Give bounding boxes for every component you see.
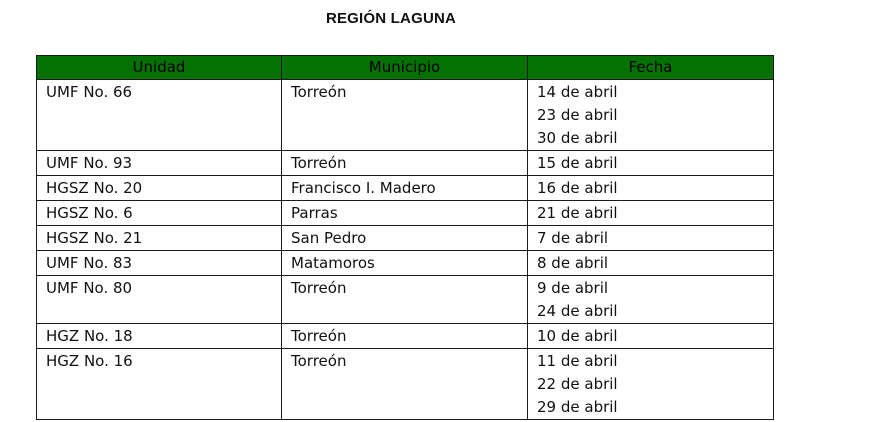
fecha-line: 7 de abril xyxy=(537,229,609,247)
column-header-fecha: Fecha xyxy=(528,56,774,80)
table-row xyxy=(37,80,774,151)
table-row xyxy=(37,201,774,226)
table-row xyxy=(37,176,774,201)
table-row xyxy=(37,251,774,276)
unidad-cell: HGZ No. 16 xyxy=(37,349,282,420)
fecha-line: 21 de abril xyxy=(537,204,618,222)
municipio-cell: Torreón xyxy=(282,276,528,324)
table-row xyxy=(37,276,774,324)
column-header-unidad: Unidad xyxy=(37,56,282,80)
municipio-cell: Parras xyxy=(282,201,528,226)
fecha-cell xyxy=(528,151,774,176)
fecha-cell xyxy=(528,276,774,324)
table-row xyxy=(37,324,774,349)
page-title: REGIÓN LAGUNA xyxy=(325,10,457,27)
fecha-line: 11 de abril xyxy=(537,352,618,370)
table-row xyxy=(37,151,774,176)
unidad-cell: UMF No. 66 xyxy=(37,80,282,151)
fecha-line: 10 de abril xyxy=(537,327,618,345)
fecha-line: 9 de abril xyxy=(537,279,609,297)
fecha-cell xyxy=(528,251,774,276)
fecha-line: 24 de abril xyxy=(537,302,618,320)
table-row xyxy=(37,349,774,420)
fecha-line: 15 de abril xyxy=(537,154,618,172)
fecha-line: 23 de abril xyxy=(537,106,618,124)
unidad-cell: HGSZ No. 20 xyxy=(37,176,282,201)
fecha-line: 30 de abril xyxy=(537,129,618,147)
fecha-line: 22 de abril xyxy=(537,375,618,393)
municipio-cell: Torreón xyxy=(282,349,528,420)
fecha-line: 29 de abril xyxy=(537,398,618,416)
unidad-cell: UMF No. 83 xyxy=(37,251,282,276)
header-row xyxy=(37,56,774,80)
unidad-cell: HGZ No. 18 xyxy=(37,324,282,349)
fecha-line: 16 de abril xyxy=(537,179,618,197)
fecha-cell xyxy=(528,176,774,201)
fecha-cell xyxy=(528,226,774,251)
unidad-cell: HGSZ No. 21 xyxy=(37,226,282,251)
fecha-cell xyxy=(528,201,774,226)
table-row xyxy=(37,226,774,251)
fecha-line: 14 de abril xyxy=(537,83,618,101)
unidad-cell: HGSZ No. 6 xyxy=(37,201,282,226)
unidad-cell: UMF No. 80 xyxy=(37,276,282,324)
fecha-cell xyxy=(528,349,774,420)
municipio-cell: Francisco I. Madero xyxy=(282,176,528,201)
municipio-cell: Matamoros xyxy=(282,251,528,276)
municipio-cell: Torreón xyxy=(282,151,528,176)
column-header-municipio: Municipio xyxy=(282,56,528,80)
fecha-line: 8 de abril xyxy=(537,254,609,272)
municipio-cell: Torreón xyxy=(282,324,528,349)
schedule-table xyxy=(36,55,774,420)
unidad-cell: UMF No. 93 xyxy=(37,151,282,176)
municipio-cell: Torreón xyxy=(282,80,528,151)
fecha-cell xyxy=(528,80,774,151)
fecha-cell xyxy=(528,324,774,349)
municipio-cell: San Pedro xyxy=(282,226,528,251)
